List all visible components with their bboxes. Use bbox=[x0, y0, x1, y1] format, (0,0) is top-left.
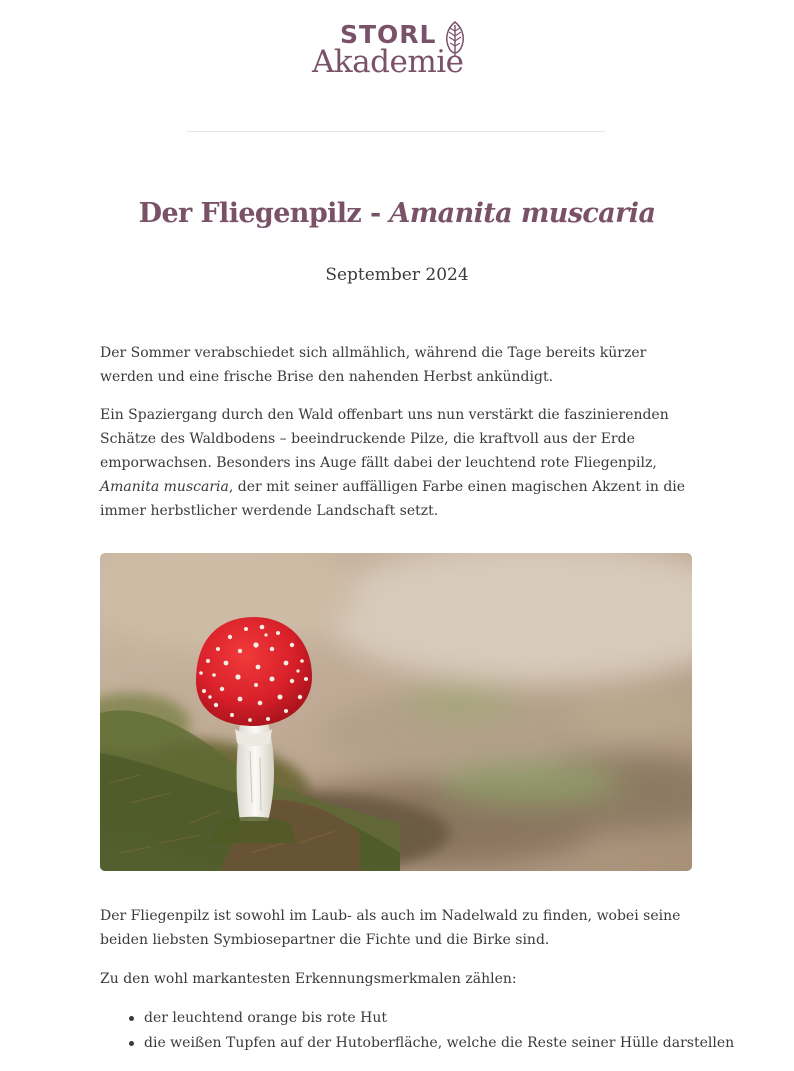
fly-agaric-photo bbox=[100, 553, 692, 871]
features-intro: Zu den wohl markantesten Erkennungsmerkmalen zählen: bbox=[100, 971, 517, 987]
list-item-text: die weißen Tupfen auf der Hutoberfläche, welche die Reste seiner Hülle darstellen bbox=[144, 1035, 735, 1051]
habitat-paragraph: Der Fliegenpilz ist sowohl im Laub- als auch im Nadelwald zu finden, wobei seine beiden liebsten Symbiosepartner die Fichte und die Birke sind. bbox=[100, 908, 681, 948]
list-item bbox=[100, 1031, 735, 1056]
list-item-text: der leuchtend orange bis rote Hut bbox=[144, 1010, 387, 1026]
header-divider bbox=[187, 131, 605, 132]
forest-paragraph-text-1: Ein Spaziergang durch den Wald offenbart uns nun verstärkt die faszinierenden Schätze des Waldbodens – beeindruckende Pilze, die kraftvoll aus der Erde emporwachsen. Besonders ins Auge fällt dabei der leuchtend rote Fliegenpilz, bbox=[100, 407, 669, 471]
logo-wordmark-akademie: Akademie bbox=[312, 44, 464, 80]
list-item bbox=[100, 1006, 720, 1031]
forest-paragraph-latin: Amanita muscaria bbox=[100, 479, 229, 495]
forest-paragraph-text-2: , der mit seiner auffälligen Farbe einen magischen Akzent in die immer herbstlicher werdende Landschaft setzt. bbox=[100, 479, 686, 519]
forest-paragraph bbox=[100, 403, 694, 523]
title-latin-name: Amanita muscaria bbox=[389, 198, 656, 229]
bullet-dot bbox=[129, 1041, 134, 1046]
title-prefix: Der Fliegenpilz - bbox=[138, 198, 390, 229]
bullet-dot bbox=[129, 1016, 134, 1021]
leaf-icon bbox=[442, 20, 468, 58]
storl-akademie-logo[interactable] bbox=[312, 18, 484, 80]
logo-wordmark-storl: STORL bbox=[340, 20, 437, 49]
intro-paragraph: Der Sommer verabschiedet sich allmählich, während die Tage bereits kürzer werden und eine frische Brise den nahenden Herbst ankündigt. bbox=[100, 345, 647, 385]
article-date: September 2024 bbox=[325, 265, 469, 285]
article-title bbox=[100, 194, 694, 234]
features-list bbox=[100, 1006, 735, 1056]
